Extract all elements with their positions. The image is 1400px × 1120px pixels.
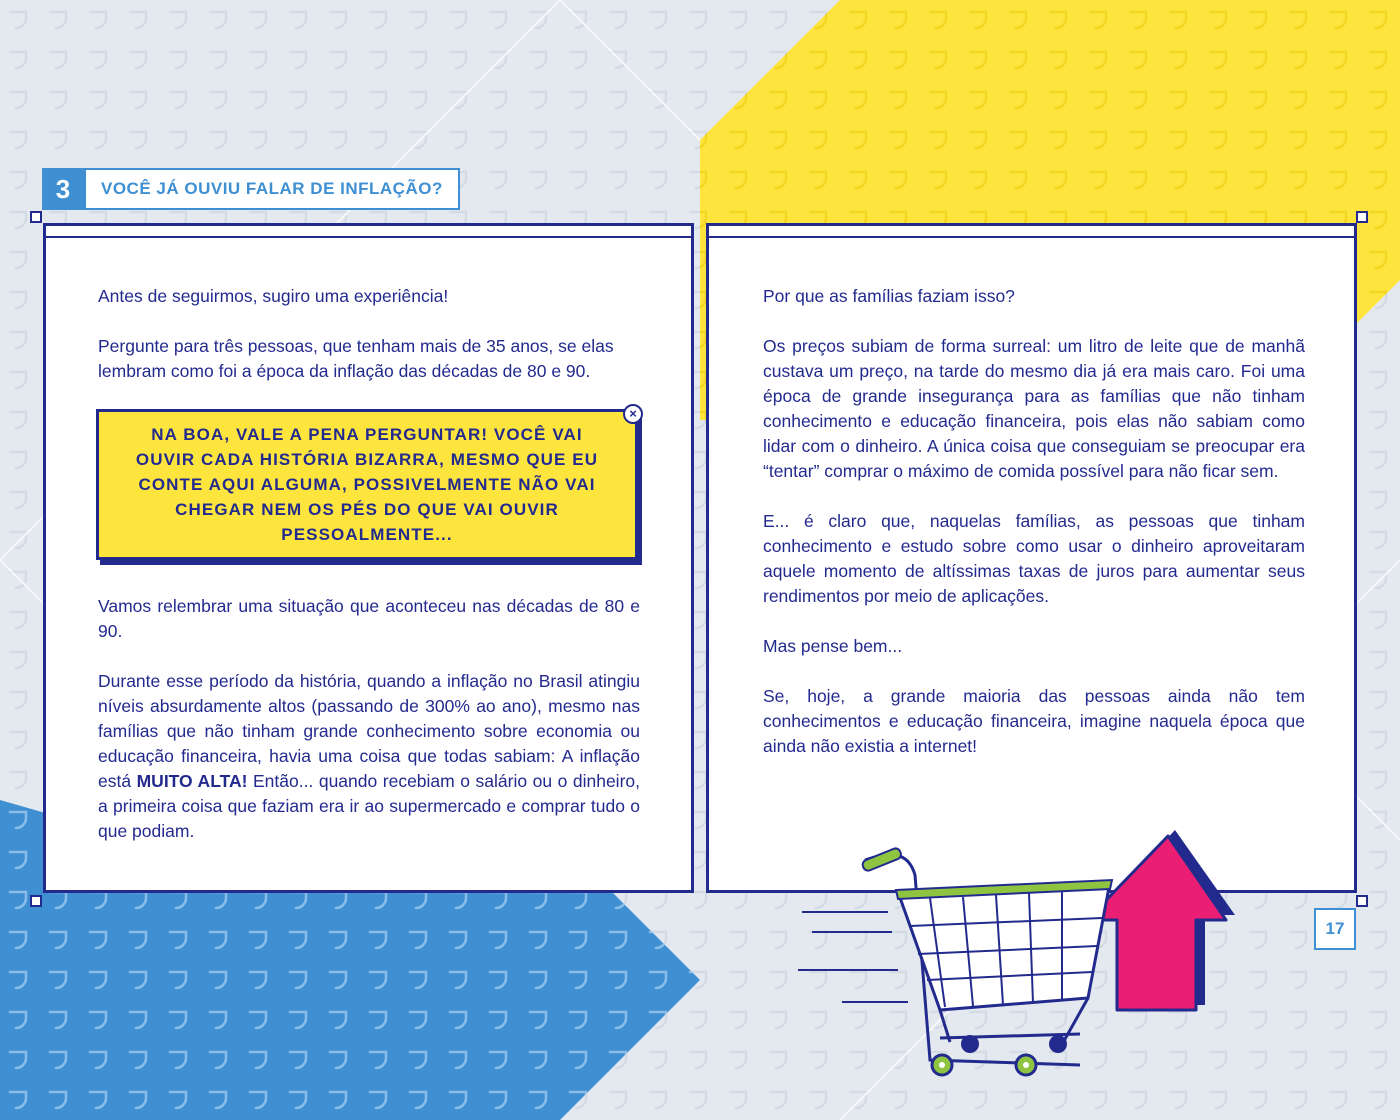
intro-text [98,284,640,409]
paragraph [98,669,640,844]
paragraph-segment: Então... quando recebiam o salário ou o dinheiro, a primeira coisa que faziam era ir ao supermercado e comprar tudo o que podiam. [98,771,640,841]
paragraph: Vamos relembrar uma situação que aconteceu nas décadas de 80 e 90. [98,596,640,641]
panel-divider [709,236,1354,238]
right-page-panel [706,223,1357,893]
body-text [763,284,1305,784]
paragraph: Pergunte para três pessoas, que tenham mais de 35 anos, se elas lembram como foi a época da inflação das décadas de 80 e 90. [98,336,614,381]
close-icon[interactable]: × [623,404,643,424]
paragraph: Antes de seguirmos, sugiro uma experiência! [98,286,449,306]
callout-box [96,409,638,560]
chapter-header [42,168,460,210]
corner-marker [1356,211,1368,223]
up-arrow-icon [1087,830,1235,1010]
page-number: 17 [1314,908,1356,950]
paragraph: E... é claro que, naquelas famílias, as pessoas que tinham conhecimento e estudo sobre como usar o dinheiro aproveitaram aquele momento de altíssimas taxas de juros para aumentar seus rendimentos por meio de aplicações. [763,511,1305,606]
corner-marker [30,211,42,223]
chapter-number: 3 [42,168,84,210]
body-text [98,594,640,869]
emphasis-text: MUITO ALTA! [136,771,248,791]
panel-divider [46,236,691,238]
paragraph-segment: Durante esse período da história, quando a inflação no Brasil atingiu níveis absurdamente altos (passando de 300% ao ano), mesmo nas famílias que não tinham grande conhecimento sobre economia ou educação financeira, havia uma coisa que todas sabiam: A inflação está [98,671,640,791]
callout-text: NA BOA, VALE A PENA PERGUNTAR! VOCÊ VAI OUVIR CADA HISTÓRIA BIZARRA, MESMO QUE EU CONTE AQUI ALGUMA, POSSIVELMENTE NÃO VAI CHEGAR NEM OS PÉS DO QUE VAI OUVIR PESSOALMENTE... [135,425,599,544]
paragraph: Por que as famílias faziam isso? [763,286,1015,306]
paragraph: Mas pense bem... [763,636,903,656]
cart-arrow-illustration [790,820,1240,1120]
chapter-title: VOCÊ JÁ OUVIU FALAR DE INFLAÇÃO? [84,168,460,210]
corner-marker [30,895,42,907]
paragraph: Os preços subiam de forma surreal: um litro de leite que de manhã custava um preço, na tarde do mesmo dia já era mais caro. Foi uma época de grande insegurança para as famílias que não tinham conhecimento e educação financeira, pois elas não sabiam como lidar com o dinheiro. A única coisa que conseguiam se preocupar era “tentar” comprar o máximo de comida possível para não ficar sem. [763,336,1305,481]
corner-marker [1356,895,1368,907]
left-page-panel [43,223,694,893]
shopping-cart-icon [798,847,1112,1075]
paragraph: Se, hoje, a grande maioria das pessoas ainda não tem conhecimentos e educação financeira, imagine naquela época que ainda não existia a internet! [763,686,1305,756]
